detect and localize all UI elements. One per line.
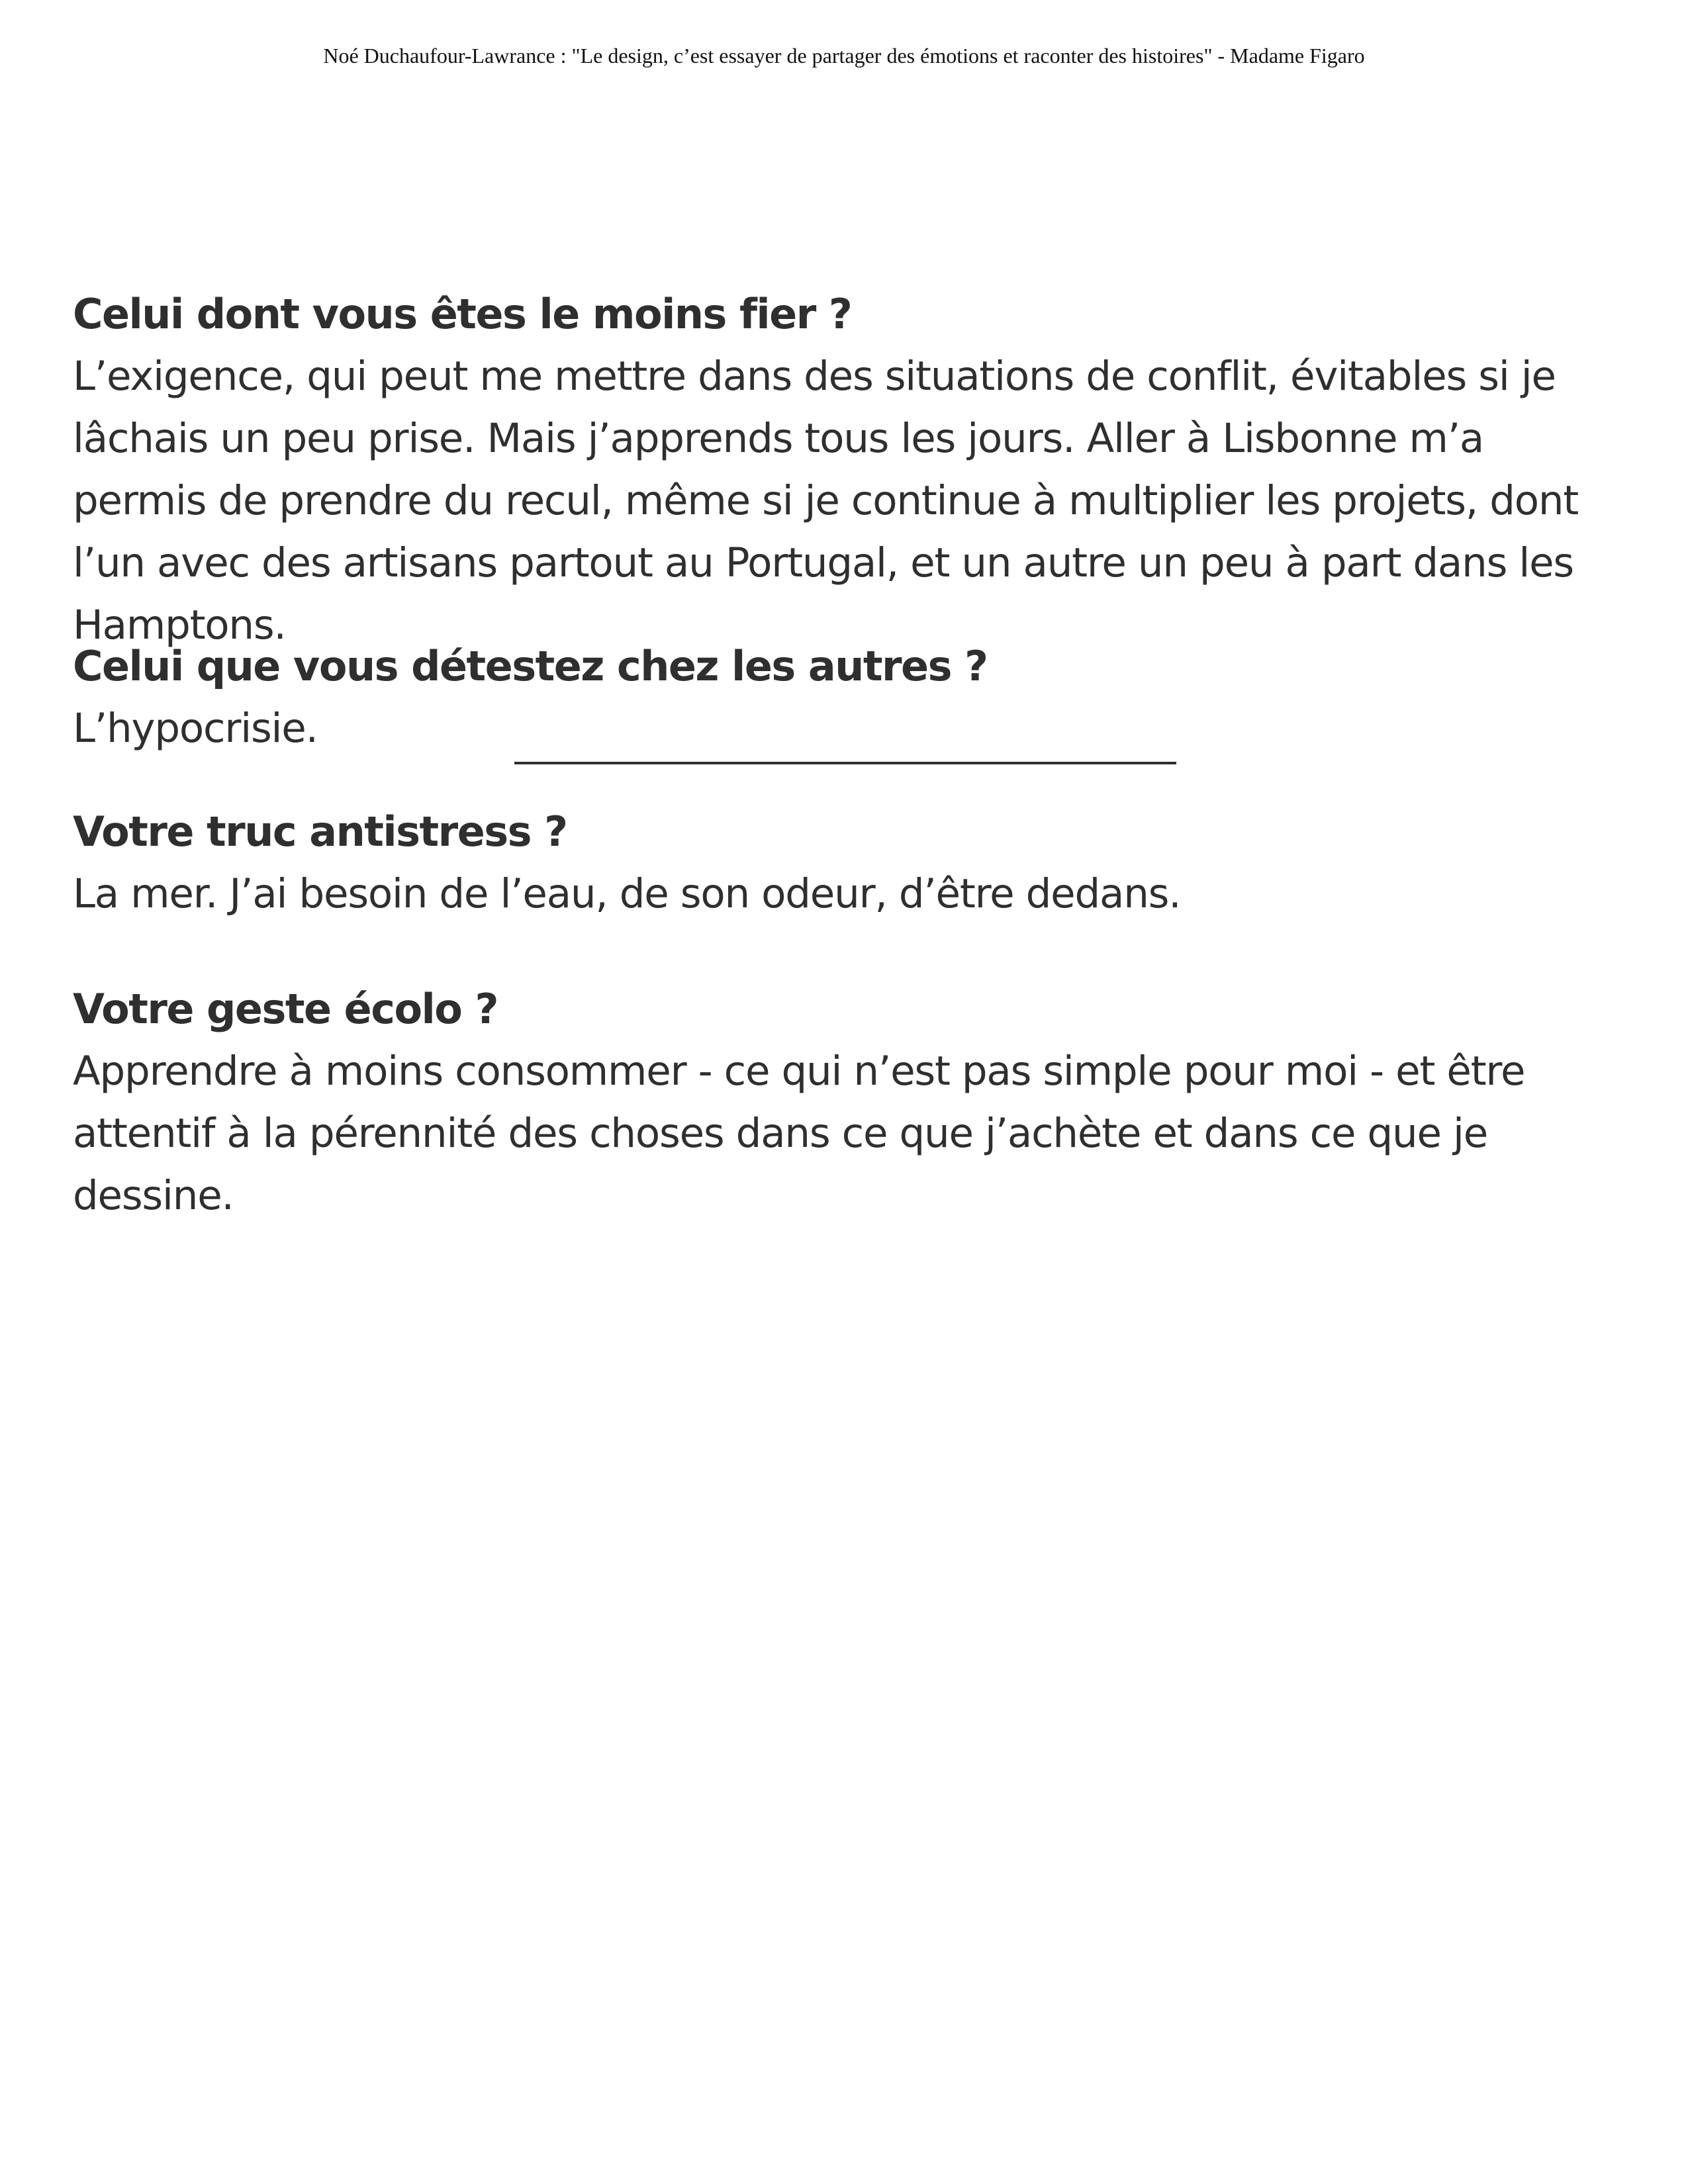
question-heading: Celui dont vous êtes le moins fier ? (73, 290, 852, 338)
answer-text: L’hypocrisie. (73, 705, 318, 752)
qa-block-antistress (73, 801, 1622, 925)
qa-block-eco-gesture (73, 978, 1622, 1227)
qa-block-hate-in-others (73, 635, 1622, 760)
page-header-title: Noé Duchaufour-Lawrance : "Le design, c’est essayer de partager des émotions et raconter des histoires" - Madame Figaro (323, 44, 1365, 68)
answer-text: Apprendre à moins consommer - ce qui n’est pas simple pour moi - et être attentif à la pérennité des choses dans ce que j’achète et dans ce que je dessine. (73, 1048, 1525, 1219)
qa-block-least-proud (73, 283, 1622, 657)
answer-text: L’exigence, qui peut me mettre dans des situations de conflit, évitables si je lâchais un peu prise. Mais j’apprends tous les jours. Aller à Lisbonne m’a permis de prendre du recul, même si je continue à multiplier les projets, dont l’un avec des artisans partout au Portugal, et un autre un peu à part dans les Hamptons. (73, 353, 1579, 649)
question-heading: Celui que vous détestez chez les autres ? (73, 642, 988, 690)
question-heading: Votre truc antistress ? (73, 807, 567, 856)
question-heading: Votre geste écolo ? (73, 985, 498, 1033)
answer-text: La mer. J’ai besoin de l’eau, de son odeur, d’être dedans. (73, 870, 1181, 917)
separator-line (514, 762, 1176, 764)
